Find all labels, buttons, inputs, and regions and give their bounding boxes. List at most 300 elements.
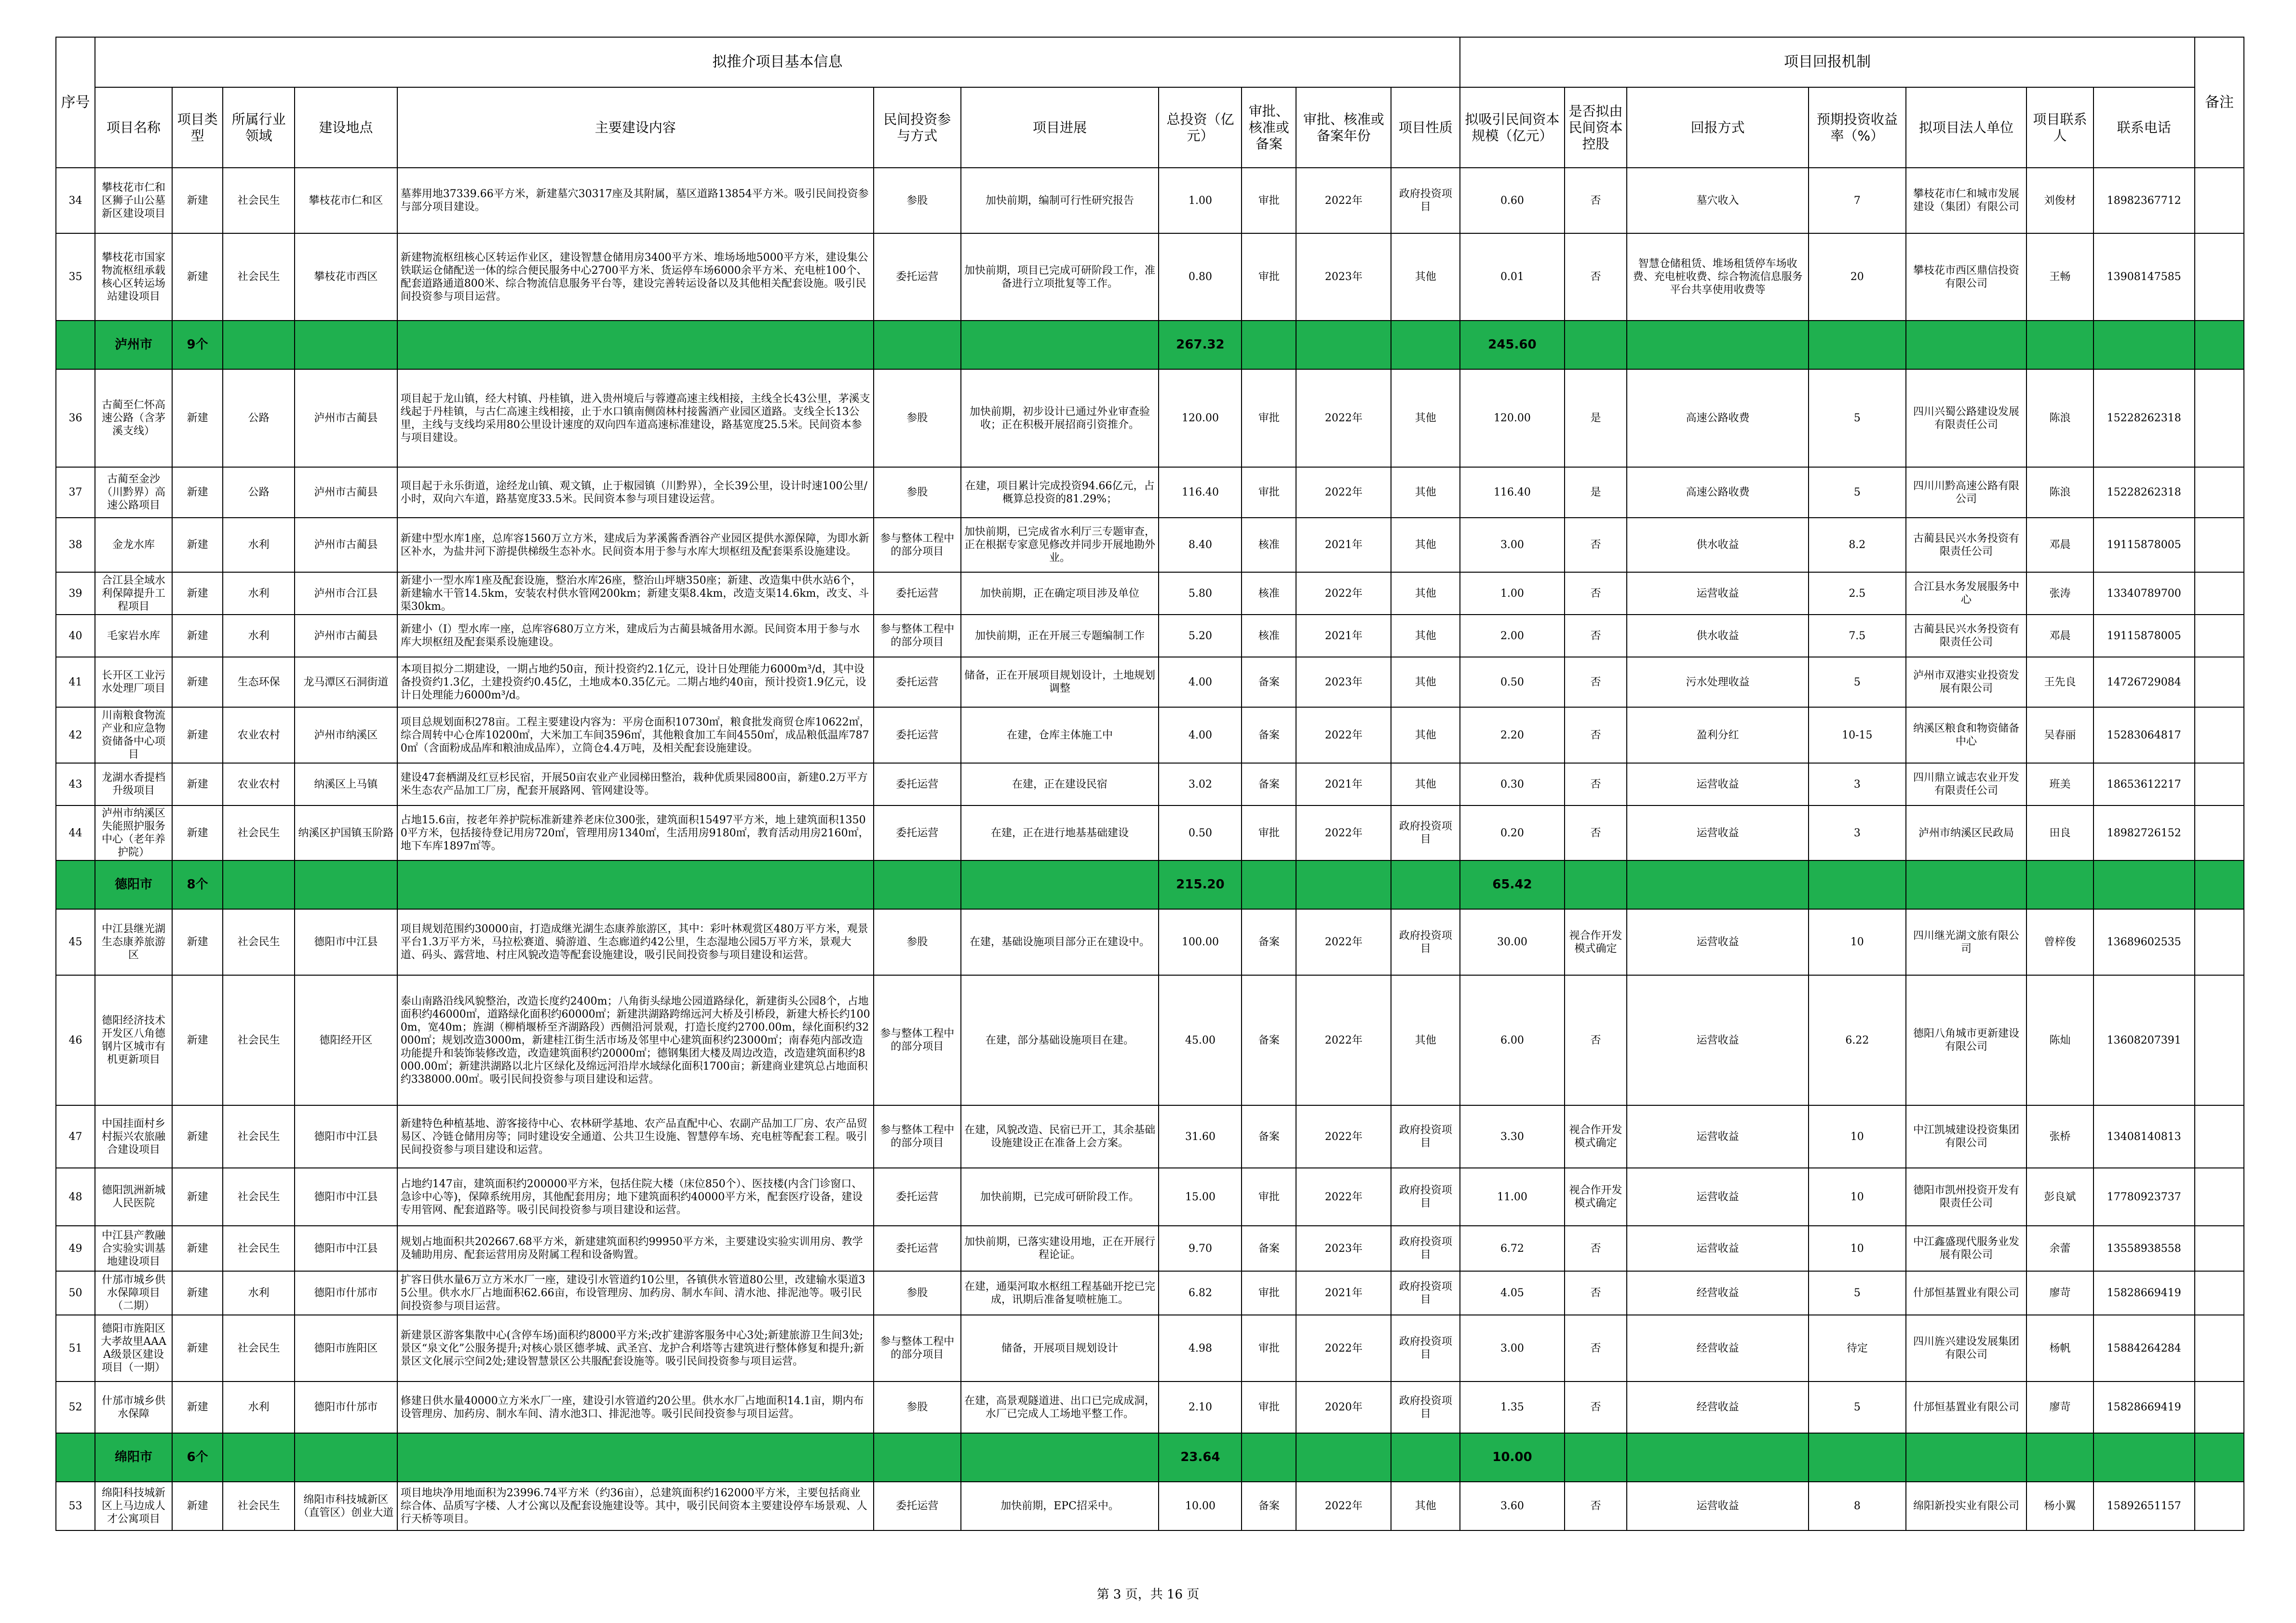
cell-project-name: 什邡市城乡供水保障项目（二期） (95, 1271, 172, 1315)
cell-progress: 加快前期，EPC招采中。 (961, 1482, 1159, 1530)
cell-remarks (2195, 763, 2244, 805)
cell-city-name: 德阳市 (95, 860, 172, 909)
cell-phone: 18653612217 (2093, 763, 2195, 805)
cell-progress: 加快前期，编制可行性研究报告 (961, 168, 1159, 233)
cell-total-investment: 9.70 (1159, 1226, 1242, 1271)
cell-city-project-count: 9个 (172, 321, 223, 369)
header-participation: 民间投资参与方式 (874, 87, 961, 168)
cell-approval-year: 2022年 (1296, 707, 1391, 763)
cell-private-control: 是 (1565, 467, 1627, 518)
table-row (56, 369, 2244, 467)
cell-project-type: 新建 (172, 909, 223, 975)
cell-location: 泸州市古蔺县 (295, 615, 397, 657)
cell-industry: 水利 (223, 615, 295, 657)
cell-participation: 参股 (874, 1382, 961, 1433)
cell-return-rate: 8.2 (1809, 518, 1906, 572)
cell-spacer (56, 321, 95, 369)
project-table (55, 37, 2244, 1531)
cell-contact-person: 班美 (2026, 763, 2093, 805)
cell-remarks (2195, 1271, 2244, 1315)
cell-seq: 39 (56, 572, 95, 615)
city-subtotal-row (56, 860, 2244, 909)
cell-return-method: 运营收益 (1627, 1105, 1809, 1168)
cell-progress: 加快前期，正在确定项目涉及单位 (961, 572, 1159, 615)
cell-participation: 参与整体工程中的部分项目 (874, 615, 961, 657)
cell-phone: 18982367712 (2093, 168, 2195, 233)
cell-private-capital: 3.30 (1460, 1105, 1565, 1168)
cell-approval-year: 2022年 (1296, 975, 1391, 1105)
cell-legal-entity: 四川鼎立诚志农业开发有限责任公司 (1906, 763, 2027, 805)
cell-approval-type: 备案 (1242, 909, 1296, 975)
cell-legal-entity: 中江鑫盛现代服务业发展有限公司 (1906, 1226, 2027, 1271)
header-legal-entity: 拟项目法人单位 (1906, 87, 2027, 168)
cell-empty (2026, 321, 2093, 369)
cell-location: 泸州市古蔺县 (295, 518, 397, 572)
cell-contact-person: 刘俊材 (2026, 168, 2093, 233)
cell-private-control: 否 (1565, 657, 1627, 707)
cell-empty (2195, 860, 2244, 909)
cell-location: 德阳市中江县 (295, 1105, 397, 1168)
cell-approval-type: 备案 (1242, 1226, 1296, 1271)
cell-contact-person: 曾梓俊 (2026, 909, 2093, 975)
cell-content: 扩容日供水量6万立方米水厂一座，建设引水管道约10公里，各镇供水管道80公里，改建输水渠道35公里。供水水厂占地面积62.66亩，布设管理房、加药房、制水车间、清水池、排泥池等。吸引民间投资参与项目运营。 (397, 1271, 874, 1315)
cell-approval-type: 核准 (1242, 518, 1296, 572)
cell-total-investment: 100.00 (1159, 909, 1242, 975)
cell-private-capital: 6.72 (1460, 1226, 1565, 1271)
cell-legal-entity: 四川继光湖文旅有限公司 (1906, 909, 2027, 975)
table-body (56, 168, 2244, 1530)
cell-project-nature: 政府投资项目 (1391, 1271, 1459, 1315)
cell-approval-year: 2022年 (1296, 1105, 1391, 1168)
cell-project-name: 中江县产教融合实验实训基地建设项目 (95, 1226, 172, 1271)
table-row (56, 518, 2244, 572)
table-row (56, 805, 2244, 860)
cell-legal-entity: 德阳市凯州投资开发有限责任公司 (1906, 1168, 2027, 1226)
cell-progress: 在建，项目累计完成投资94.66亿元，占概算总投资的81.29%； (961, 467, 1159, 518)
cell-industry: 社会民生 (223, 1315, 295, 1382)
cell-location: 绵阳市科技城新区（直管区）创业大道 (295, 1482, 397, 1530)
cell-contact-person: 杨帆 (2026, 1315, 2093, 1382)
cell-location: 攀枝花市西区 (295, 233, 397, 321)
cell-spacer (56, 1433, 95, 1482)
cell-project-nature: 其他 (1391, 467, 1459, 518)
cell-private-control: 否 (1565, 1226, 1627, 1271)
cell-phone: 13558938558 (2093, 1226, 2195, 1271)
cell-project-nature: 其他 (1391, 369, 1459, 467)
header-content: 主要建设内容 (397, 87, 874, 168)
cell-private-capital: 6.00 (1460, 975, 1565, 1105)
cell-contact-person: 张桥 (2026, 1105, 2093, 1168)
cell-total-investment: 2.10 (1159, 1382, 1242, 1433)
cell-project-nature: 政府投资项目 (1391, 1168, 1459, 1226)
cell-private-control: 否 (1565, 233, 1627, 321)
cell-industry: 社会民生 (223, 909, 295, 975)
cell-participation: 委托运营 (874, 805, 961, 860)
cell-progress: 加快前期，初步设计已通过外业审查验收；正在积极开展招商引资推介。 (961, 369, 1159, 467)
cell-industry: 社会民生 (223, 805, 295, 860)
cell-seq: 42 (56, 707, 95, 763)
cell-seq: 51 (56, 1315, 95, 1382)
cell-city-private-capital: 245.60 (1460, 321, 1565, 369)
cell-empty (1809, 860, 1906, 909)
cell-approval-year: 2023年 (1296, 233, 1391, 321)
cell-private-capital: 3.00 (1460, 518, 1565, 572)
cell-return-method: 高速公路收费 (1627, 369, 1809, 467)
table-row (56, 657, 2244, 707)
cell-project-name: 川南粮食物流产业和应急物资储备中心项目 (95, 707, 172, 763)
cell-location: 龙马潭区石洞街道 (295, 657, 397, 707)
cell-progress: 加快前期，已完成可研阶段工作。 (961, 1168, 1159, 1226)
cell-progress: 在建，高景观隧道进、出口已完成成洞，水厂已完成人工场地平整工作。 (961, 1382, 1159, 1433)
cell-return-rate: 10 (1809, 909, 1906, 975)
cell-total-investment: 10.00 (1159, 1482, 1242, 1530)
cell-approval-year: 2021年 (1296, 763, 1391, 805)
cell-phone: 15283064817 (2093, 707, 2195, 763)
cell-participation: 委托运营 (874, 233, 961, 321)
cell-location: 德阳市中江县 (295, 1168, 397, 1226)
cell-progress: 在建，正在建设民宿 (961, 763, 1159, 805)
cell-approval-year: 2022年 (1296, 369, 1391, 467)
cell-project-nature: 其他 (1391, 1482, 1459, 1530)
cell-content: 本项目拟分二期建设，一期占地约50亩，预计投资约2.1亿元，设计日处理能力6000m³/d，其中设备投资约1.3亿，土建投资约0.45亿，土地成本0.35亿元。二期占地约40亩，预计投资1.9亿元，设计日处理能力6000m³/d。 (397, 657, 874, 707)
cell-project-name: 德阳经济技术开发区八角德钢片区城市有机更新项目 (95, 975, 172, 1105)
cell-return-method: 运营收益 (1627, 975, 1809, 1105)
cell-remarks (2195, 467, 2244, 518)
cell-project-nature: 政府投资项目 (1391, 1315, 1459, 1382)
header-location: 建设地点 (295, 87, 397, 168)
cell-project-name: 德阳凯洲新城人民医院 (95, 1168, 172, 1226)
cell-approval-type: 备案 (1242, 975, 1296, 1105)
cell-private-control: 否 (1565, 707, 1627, 763)
cell-remarks (2195, 168, 2244, 233)
cell-return-method: 智慧仓储租赁、堆场租赁停车场收费、充电桩收费、综合物流信息服务平台共享使用收费等 (1627, 233, 1809, 321)
header-phone: 联系电话 (2093, 87, 2195, 168)
cell-content: 新建中型水库1座，总库容1560万立方米，建成后为茅溪酱香酒谷产业园区提供水源保障，为即水新区补水，为盐井河下游提供梯级生态补水。民间资本用于参与水库大坝枢纽及配套渠系设施建设。 (397, 518, 874, 572)
cell-progress: 在建，通渠河取水枢纽工程基础开挖已完成，讯期后准备复喷桩施工。 (961, 1271, 1159, 1315)
cell-content: 墓葬用地37339.66平方米，新建墓穴30317座及其附属，墓区道路13854平方米。吸引民间投资参与部分项目建设。 (397, 168, 874, 233)
cell-content: 项目起于龙山镇，经大村镇、丹桂镇，进入贵州境后与蓉遵高速主线相接，主线全长43公里，茅溪支线起于丹桂镇，与古仁高速主线相接，止于水口镇南侧茵林村接酱酒产业园区道路。支线全长13公里，主线与支线均采用80公里设计速度的双向四车道高速标准建设，路基宽度25.5米。民间资本参与项目建设。 (397, 369, 874, 467)
cell-legal-entity: 什邡恒基置业有限公司 (1906, 1382, 2027, 1433)
cell-project-type: 新建 (172, 805, 223, 860)
cell-return-method: 供水收益 (1627, 518, 1809, 572)
cell-approval-year: 2022年 (1296, 168, 1391, 233)
cell-empty (2093, 860, 2195, 909)
cell-contact-person: 张涛 (2026, 572, 2093, 615)
cell-return-rate: 5 (1809, 369, 1906, 467)
cell-contact-person: 陈灿 (2026, 975, 2093, 1105)
cell-approval-year: 2021年 (1296, 615, 1391, 657)
cell-project-type: 新建 (172, 975, 223, 1105)
cell-approval-type: 审批 (1242, 369, 1296, 467)
cell-project-nature: 政府投资项目 (1391, 909, 1459, 975)
cell-approval-type: 审批 (1242, 1168, 1296, 1226)
cell-participation: 参股 (874, 467, 961, 518)
cell-industry: 生态环保 (223, 657, 295, 707)
cell-approval-year: 2022年 (1296, 1168, 1391, 1226)
cell-city-project-count: 8个 (172, 860, 223, 909)
header-contact-person: 项目联系人 (2026, 87, 2093, 168)
header-industry: 所属行业领域 (223, 87, 295, 168)
header-group-basic: 拟推介项目基本信息 (95, 37, 1460, 87)
cell-approval-type: 审批 (1242, 467, 1296, 518)
cell-empty (1906, 321, 2027, 369)
cell-location: 德阳市什邡市 (295, 1382, 397, 1433)
cell-participation: 委托运营 (874, 1226, 961, 1271)
cell-empty (1809, 321, 1906, 369)
cell-return-rate: 10-15 (1809, 707, 1906, 763)
cell-phone: 15228262318 (2093, 467, 2195, 518)
cell-private-capital: 3.00 (1460, 1315, 1565, 1382)
cell-return-rate: 5 (1809, 1271, 1906, 1315)
cell-phone: 15892651157 (2093, 1482, 2195, 1530)
cell-total-investment: 31.60 (1159, 1105, 1242, 1168)
cell-project-nature: 其他 (1391, 518, 1459, 572)
cell-empty (295, 321, 397, 369)
cell-contact-person: 廖苛 (2026, 1271, 2093, 1315)
cell-total-investment: 45.00 (1159, 975, 1242, 1105)
cell-seq: 52 (56, 1382, 95, 1433)
cell-return-rate: 10 (1809, 1168, 1906, 1226)
cell-location: 泸州市合江县 (295, 572, 397, 615)
cell-return-method: 污水处理收益 (1627, 657, 1809, 707)
cell-project-type: 新建 (172, 707, 223, 763)
cell-city-name: 绵阳市 (95, 1433, 172, 1482)
cell-project-nature: 其他 (1391, 763, 1459, 805)
cell-phone: 15228262318 (2093, 369, 2195, 467)
cell-empty (1565, 860, 1627, 909)
table-row (56, 1271, 2244, 1315)
table-row (56, 1168, 2244, 1226)
cell-project-nature: 其他 (1391, 707, 1459, 763)
cell-progress: 在建，仓库主体施工中 (961, 707, 1159, 763)
cell-project-name: 龙湖水香提档升级项目 (95, 763, 172, 805)
cell-remarks (2195, 975, 2244, 1105)
cell-content: 占地约147亩，建筑面积约200000平方米，包括住院大楼（床位850个）、医技楼(内含门诊窗口、急诊中心等)，保障系统用房，其他配套用房；地下建筑面积约40000平方米，配套医疗设备，建设专用管网、配套道路等。吸引民间投资参与项目建设和运营。 (397, 1168, 874, 1226)
cell-industry: 社会民生 (223, 168, 295, 233)
cell-seq: 46 (56, 975, 95, 1105)
cell-project-type: 新建 (172, 1168, 223, 1226)
cell-empty (874, 321, 961, 369)
cell-empty (397, 1433, 874, 1482)
cell-content: 建设47套栖湖及红豆杉民宿，开展50亩农业产业园梯田整治，栽种优质果园800亩，新建0.2万平方米生态农产品加工厂房，配套开展路网、管网建设等。 (397, 763, 874, 805)
cell-project-type: 新建 (172, 1315, 223, 1382)
cell-return-rate: 3 (1809, 763, 1906, 805)
cell-seq: 37 (56, 467, 95, 518)
cell-content: 修建日供水量40000立方米水厂一座，建设引水管道约20公里。供水水厂占地面积14.1亩，期内布设管理房、加药房、制水车间、清水池3口、排泥池等。吸引民间投资参与项目运营。 (397, 1382, 874, 1433)
cell-content: 新建景区游客集散中心(含停车场)面积约8000平方米;改扩建游客服务中心3处;新建旅游卫生间3处;景区“泉文化”公服务提升;对核心景区德孝城、武圣宫、龙护合利塔等古建筑进行整体修复和提升;新景区文化展示空间2处;建设智慧景区公共服配套设施等。吸引民间投资参与项目运营。 (397, 1315, 874, 1382)
cell-approval-type: 备案 (1242, 1105, 1296, 1168)
cell-return-method: 经营收益 (1627, 1382, 1809, 1433)
cell-empty (2026, 1433, 2093, 1482)
cell-legal-entity: 古蔺县民兴水务投资有限责任公司 (1906, 615, 2027, 657)
cell-return-method: 运营收益 (1627, 1482, 1809, 1530)
cell-phone: 13340789700 (2093, 572, 2195, 615)
cell-total-investment: 116.40 (1159, 467, 1242, 518)
cell-project-name: 毛家岩水库 (95, 615, 172, 657)
cell-empty (223, 1433, 295, 1482)
cell-return-rate: 5 (1809, 657, 1906, 707)
cell-industry: 水利 (223, 1382, 295, 1433)
cell-industry: 水利 (223, 572, 295, 615)
cell-participation: 参股 (874, 369, 961, 467)
cell-private-control: 否 (1565, 1271, 1627, 1315)
cell-return-rate: 10 (1809, 1226, 1906, 1271)
table-row (56, 763, 2244, 805)
cell-empty (295, 1433, 397, 1482)
cell-phone: 13408140813 (2093, 1105, 2195, 1168)
cell-remarks (2195, 1105, 2244, 1168)
cell-remarks (2195, 1382, 2244, 1433)
cell-city-total-investment: 267.32 (1159, 321, 1242, 369)
cell-empty (1906, 1433, 2027, 1482)
cell-progress: 加快前期，正在开展三专题编制工作 (961, 615, 1159, 657)
cell-project-nature: 其他 (1391, 572, 1459, 615)
cell-contact-person: 邓晨 (2026, 518, 2093, 572)
cell-project-name: 古蔺至金沙（川黔界）高速公路项目 (95, 467, 172, 518)
header-project-type: 项目类型 (172, 87, 223, 168)
cell-return-method: 高速公路收费 (1627, 467, 1809, 518)
cell-participation: 委托运营 (874, 1482, 961, 1530)
cell-private-capital: 0.20 (1460, 805, 1565, 860)
cell-location: 德阳市旌阳区 (295, 1315, 397, 1382)
cell-private-control: 否 (1565, 763, 1627, 805)
cell-legal-entity: 四川旌兴建设发展集团有限公司 (1906, 1315, 2027, 1382)
table-row (56, 975, 2244, 1105)
cell-approval-year: 2023年 (1296, 657, 1391, 707)
cell-total-investment: 5.20 (1159, 615, 1242, 657)
table-row (56, 168, 2244, 233)
cell-approval-type: 备案 (1242, 1482, 1296, 1530)
cell-content: 项目规划范围约30000亩，打造成继光湖生态康养旅游区，其中：彩叶林观赏区480万平方米，观景平台1.3万平方米，马拉松赛道、骑游道、生态廊道约42公里，生态湿地公园5万平方米，景观大道、码头、露营地、村庄风貌改造等配套设施建设，吸引民间投资参与项目建设和运营。 (397, 909, 874, 975)
cell-private-capital: 0.01 (1460, 233, 1565, 321)
cell-phone: 15828669419 (2093, 1382, 2195, 1433)
cell-return-method: 运营收益 (1627, 805, 1809, 860)
cell-industry: 社会民生 (223, 975, 295, 1105)
cell-empty (1391, 321, 1459, 369)
cell-phone: 17780923737 (2093, 1168, 2195, 1226)
cell-project-name: 攀枝花市国家物流枢纽承载核心区转运场站建设项目 (95, 233, 172, 321)
cell-private-capital: 1.00 (1460, 572, 1565, 615)
cell-return-method: 运营收益 (1627, 909, 1809, 975)
table-row (56, 1105, 2244, 1168)
cell-total-investment: 8.40 (1159, 518, 1242, 572)
cell-project-type: 新建 (172, 615, 223, 657)
cell-private-control: 否 (1565, 168, 1627, 233)
cell-location: 德阳市中江县 (295, 909, 397, 975)
cell-private-control: 视合作开发模式确定 (1565, 1105, 1627, 1168)
cell-total-investment: 0.80 (1159, 233, 1242, 321)
cell-industry: 公路 (223, 467, 295, 518)
cell-city-total-investment: 23.64 (1159, 1433, 1242, 1482)
cell-private-capital: 120.00 (1460, 369, 1565, 467)
cell-remarks (2195, 1168, 2244, 1226)
cell-empty (1565, 321, 1627, 369)
cell-return-method: 墓穴收入 (1627, 168, 1809, 233)
cell-approval-type: 备案 (1242, 707, 1296, 763)
cell-return-rate: 5 (1809, 1382, 1906, 1433)
cell-project-type: 新建 (172, 763, 223, 805)
cell-project-name: 绵阳科技城新区上马边成人才公寓项目 (95, 1482, 172, 1530)
cell-progress: 储备，开展项目规划设计 (961, 1315, 1159, 1382)
cell-private-capital: 11.00 (1460, 1168, 1565, 1226)
cell-participation: 委托运营 (874, 1168, 961, 1226)
cell-legal-entity: 攀枝花市西区鼎信投资有限公司 (1906, 233, 2027, 321)
cell-contact-person: 彭良斌 (2026, 1168, 2093, 1226)
cell-return-method: 运营收益 (1627, 763, 1809, 805)
cell-private-control: 否 (1565, 805, 1627, 860)
cell-remarks (2195, 909, 2244, 975)
header-column-row (56, 87, 2244, 168)
cell-remarks (2195, 233, 2244, 321)
cell-empty (961, 321, 1159, 369)
cell-approval-year: 2022年 (1296, 1315, 1391, 1382)
cell-remarks (2195, 1482, 2244, 1530)
cell-participation: 参与整体工程中的部分项目 (874, 1315, 961, 1382)
cell-seq: 43 (56, 763, 95, 805)
cell-private-control: 否 (1565, 572, 1627, 615)
cell-project-nature: 其他 (1391, 233, 1459, 321)
cell-project-type: 新建 (172, 369, 223, 467)
cell-approval-type: 审批 (1242, 1271, 1296, 1315)
cell-location: 德阳市中江县 (295, 1226, 397, 1271)
cell-content: 项目地块净用地面积为23996.74平方米（约36亩），总建筑面积约162000平方米，主要包括商业综合体、品质写字楼、人才公寓以及配套设施建设等。其中，吸引民间资本主要建设停车场景观、人行天桥等项目。 (397, 1482, 874, 1530)
header-group-return: 项目回报机制 (1460, 37, 2195, 87)
cell-remarks (2195, 1315, 2244, 1382)
cell-legal-entity: 古蔺县民兴水务投资有限责任公司 (1906, 518, 2027, 572)
cell-return-rate: 6.22 (1809, 975, 1906, 1105)
cell-location: 纳溪区护国镇玉阶路 (295, 805, 397, 860)
cell-project-nature: 政府投资项目 (1391, 1226, 1459, 1271)
cell-industry: 水利 (223, 518, 295, 572)
cell-project-name: 长开区工业污水处理厂项目 (95, 657, 172, 707)
header-return-rate: 预期投资收益率（%） (1809, 87, 1906, 168)
cell-private-capital: 4.05 (1460, 1271, 1565, 1315)
header-private-capital: 拟吸引民间资本规模（亿元） (1460, 87, 1565, 168)
cell-approval-year: 2020年 (1296, 1382, 1391, 1433)
cell-phone: 13689602535 (2093, 909, 2195, 975)
cell-progress: 在建，基础设施项目部分正在建设中。 (961, 909, 1159, 975)
cell-industry: 农业农村 (223, 707, 295, 763)
cell-progress: 储备，正在开展项目规划设计，土地规划调整 (961, 657, 1159, 707)
cell-approval-year: 2023年 (1296, 1226, 1391, 1271)
table-row (56, 467, 2244, 518)
cell-progress: 加快前期，已完成省水利厅三专题审查，正在根据专家意见修改并同步开展地勘外业。 (961, 518, 1159, 572)
cell-phone: 13608207391 (2093, 975, 2195, 1105)
cell-return-rate: 3 (1809, 805, 1906, 860)
cell-participation: 参与整体工程中的部分项目 (874, 518, 961, 572)
cell-project-type: 新建 (172, 657, 223, 707)
cell-total-investment: 6.82 (1159, 1271, 1242, 1315)
cell-legal-entity: 绵阳新投实业有限公司 (1906, 1482, 2027, 1530)
cell-project-name: 中江县继光湖生态康养旅游区 (95, 909, 172, 975)
cell-empty (2195, 1433, 2244, 1482)
table-row (56, 909, 2244, 975)
cell-legal-entity: 泸州市双港实业投资发展有限公司 (1906, 657, 2027, 707)
cell-empty (1296, 321, 1391, 369)
cell-return-rate: 2.5 (1809, 572, 1906, 615)
cell-private-capital: 30.00 (1460, 909, 1565, 975)
table-row (56, 233, 2244, 321)
cell-project-type: 新建 (172, 1382, 223, 1433)
cell-content: 占地15.6亩，按老年养护院标准新建养老床位300张，建筑面积15497平方米，地上建筑面积13500平方米，包括接待登记用房720㎡，管理用房1340㎡，生活用房9180㎡，教育活动用房2160㎡，地下车库1897㎡等。 (397, 805, 874, 860)
cell-industry: 社会民生 (223, 1482, 295, 1530)
cell-phone: 15828669419 (2093, 1271, 2195, 1315)
table-row (56, 707, 2244, 763)
cell-approval-type: 审批 (1242, 805, 1296, 860)
cell-legal-entity: 泸州市纳溪区民政局 (1906, 805, 2027, 860)
header-progress: 项目进展 (961, 87, 1159, 168)
cell-approval-type: 审批 (1242, 168, 1296, 233)
